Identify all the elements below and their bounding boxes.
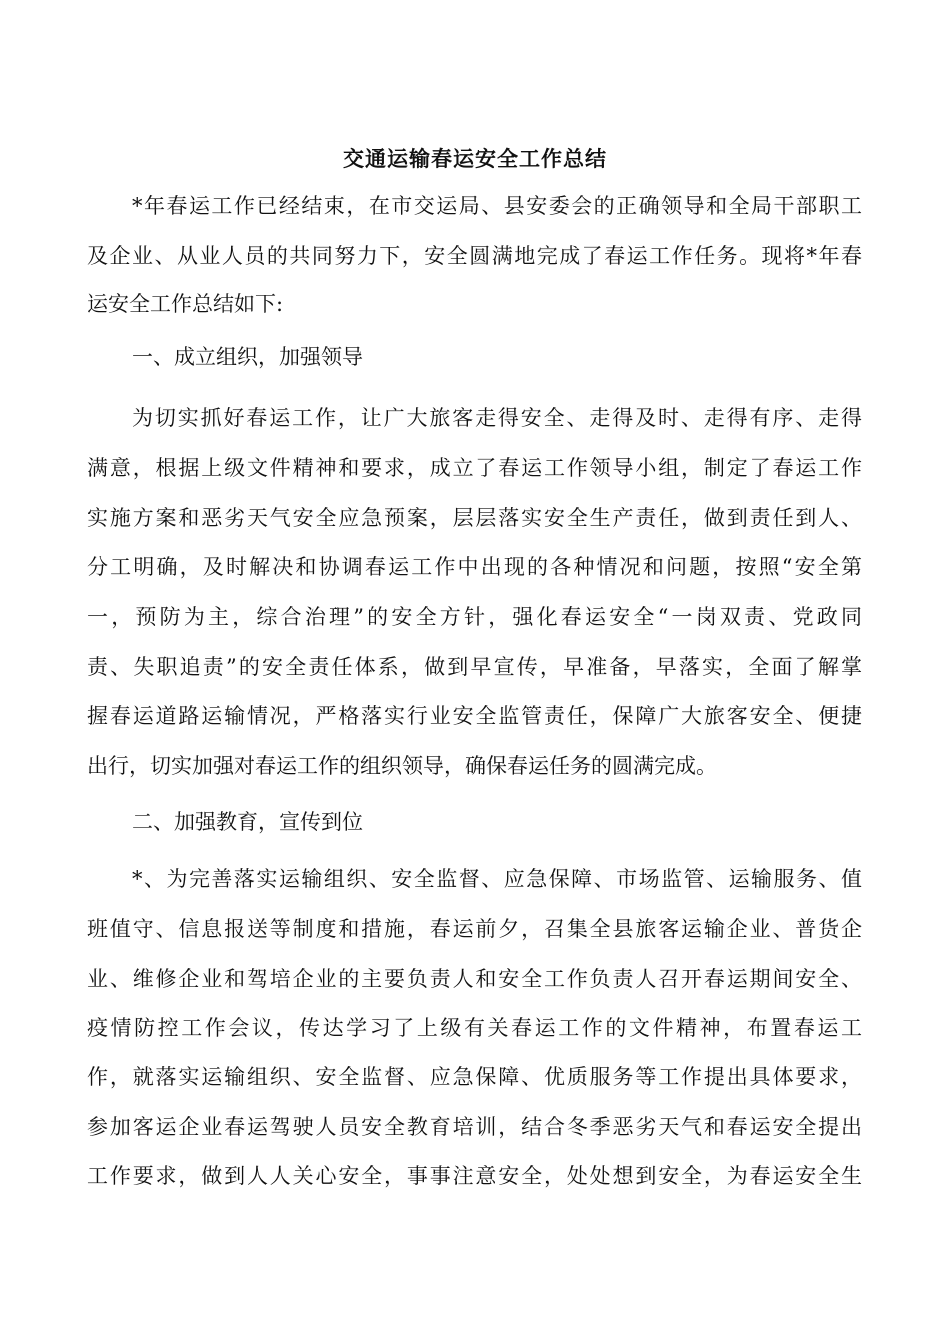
body-line: 分工明确，及时解决和协调春运工作中出现的各种情况和问题，按照“安全第 bbox=[87, 555, 862, 579]
body-line: 一，预防为主，综合治理”的安全方针，强化春运安全“一岗双责、党政同 bbox=[87, 605, 862, 629]
body-line: 二、加强教育，宣传到位 bbox=[132, 810, 363, 834]
body-line: 工作要求，做到人人关心安全，事事注意安全，处处想到安全，为春运安全生 bbox=[87, 1164, 862, 1188]
body-line: 握春运道路运输情况，严格落实行业安全监管责任，保障广大旅客安全、便捷 bbox=[87, 704, 862, 728]
body-line: 满意，根据上级文件精神和要求，成立了春运工作领导小组，制定了春运工作 bbox=[87, 456, 862, 480]
body-line: *、为完善落实运输组织、安全监督、应急保障、市场监管、运输服务、值 bbox=[132, 867, 862, 891]
body-line: 运安全工作总结如下: bbox=[87, 292, 284, 316]
body-line: 班值守、信息报送等制度和措施，春运前夕，召集全县旅客运输企业、普货企 bbox=[87, 917, 862, 941]
body-line: 出行，切实加强对春运工作的组织领导，确保春运任务的圆满完成。 bbox=[87, 754, 717, 778]
body-line: 作，就落实运输组织、安全监督、应急保障、优质服务等工作提出具体要求， bbox=[87, 1065, 862, 1089]
document-title: 交通运输春运安全工作总结 bbox=[343, 146, 607, 171]
body-line: 疫情防控工作会议，传达学习了上级有关春运工作的文件精神，布置春运工 bbox=[87, 1016, 862, 1040]
body-line: 参加客运企业春运驾驶人员安全教育培训，结合冬季恶劣天气和春运安全提出 bbox=[87, 1115, 862, 1139]
body-line: 为切实抓好春运工作，让广大旅客走得安全、走得及时、走得有序、走得 bbox=[132, 406, 862, 430]
body-line: 实施方案和恶劣天气安全应急预案，层层落实安全生产责任，做到责任到人、 bbox=[87, 506, 862, 530]
body-line: *年春运工作已经结束，在市交运局、县安委会的正确领导和全局干部职工 bbox=[132, 194, 862, 218]
body-line: 及企业、从业人员的共同努力下，安全圆满地完成了春运工作任务。现将*年春 bbox=[87, 244, 862, 268]
body-line: 一、成立组织，加强领导 bbox=[132, 345, 363, 369]
body-line: 责、失职追责”的安全责任体系，做到早宣传，早准备，早落实，全面了解掌 bbox=[87, 655, 862, 679]
body-line: 业、维修企业和驾培企业的主要负责人和安全工作负责人召开春运期间安全、 bbox=[87, 967, 862, 991]
